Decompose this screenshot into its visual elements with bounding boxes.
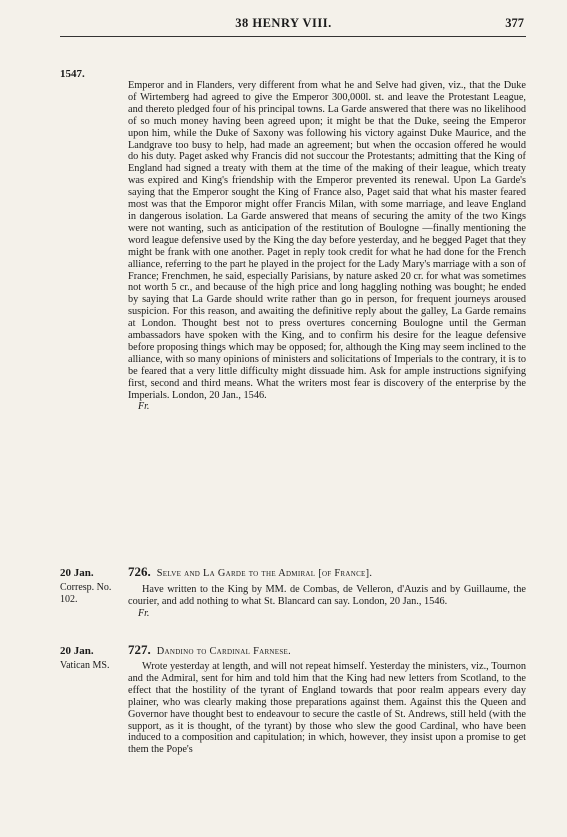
watermark — [0, 361, 10, 399]
year-margin: 1547. — [60, 68, 85, 80]
source-note: Fr. — [138, 607, 150, 619]
source-note: Fr. — [138, 401, 150, 413]
entry-ref: Vatican MS. — [60, 660, 110, 671]
entry-ref: Corresp. No. 102. — [60, 582, 112, 605]
page-number: 377 — [505, 16, 524, 30]
paragraph: Have written to the King by MM. de Combas, de Velleron, d'Auzis and by Guillaume, the courier, and add nothing to what St. Blancard can say. London, 20 Jan., 1546. — [128, 584, 526, 607]
entry-date: 20 Jan. — [60, 645, 94, 657]
running-header — [0, 16, 567, 42]
paragraph: Wrote yesterday at length, and will not repeat himself. Yesterday the ministers, viz., Tournon and the Admiral, sent for him and told him that the King had new letters from Scotland, to the effect that the hostility of the tyrant of England towards that poor realm appears every day plainer, who was clearly making those preparations against them. Against this the Queen and Governor have thought best to endeavour to secure the castle of St. Andrews, still held (with the support, as it is thought, of the tyrant) by those who slew the good Cardinal, who have been induced to a composition and capitulation; in which, however, they insist upon a promise to get them the Pope's — [128, 661, 526, 756]
page-title: 38 HENRY VIII. — [235, 16, 332, 30]
paragraph: Emperor and in Flanders, very different from what he and Selve had given, viz., that the Duke of Wirtemberg had agreed to give the Emperor 300,000l. st. and leave the Protestant League, and thereto pledged four of his principal towns. La Garde answered that there was no likelihood of so much money having been agreed upon; it might be that the Duke, seeing the Emperor upon him, while the Duke of Saxony was following his victory against Duke Maurice, and the Landgrave too busy to help, had made an agreement; but when the occasion offered he would do his duty. Paget asked why Francis did not succour the Protestants; admitting that the King of England had signed a treaty with them at the time of the making of their league, which treaty was expired and King's friendship with the Emperor prevented its renewal. Upon La Garde's saying that the Emperor sought the King of France also, Paget said that what his master feared most was that the Emporor might offer Francis Milan, with some marriage, and leave England in dangerous isolation. La Garde answered that means of securing the amity of the two Kings were not wanting, such as anticipation of the restitution of Boulogne —finally mentioning the word league defensive used by the King the day before yesterday, and he begged Paget that they might be frank with one another. Paget in reply took credit for what he had done for the French alliance, referring to the part he played in the project for the Lady Mary's marriage with a son of France; Frenchmen, he said, especially Parisians, by nature asked 20 cr. for what was sometimes not worth 5 cr., and because of the high price and long haggling nothing was bought; he ended by saying that La Garde should write rather than go in person, for frequent journeys aroused suspicion. For this reason, and awaiting the definitive reply about the galley, La Garde remains at London. Thought best not to press overtures concerning Boulogne until the German ambassadors have spoken with the King, and to confirm his desire for the league defensive before proposing things which may be opposed; for, although the King may seem inclined to the alliance, with so many opinions of ministers and solicitations of Imperials to the contrary, it is to be feared that a very little difficulty might dissuade him. Ask for ample instructions signifying first, second and third means. What the writers most fear is discovery of the enterprise by the Imperials. London, 20 Jan., 1546. — [128, 80, 526, 401]
continuation-text — [128, 80, 526, 413]
entry-number: 727. — [128, 642, 151, 657]
entry-date: 20 Jan. — [60, 567, 94, 579]
entry-heading — [128, 566, 526, 580]
entry-heading — [128, 644, 526, 658]
entry-number: 726. — [128, 564, 151, 579]
entry-title: Dandino to Cardinal Farnese. — [156, 646, 292, 657]
entry-text — [128, 661, 526, 756]
header-rule — [60, 36, 526, 37]
entry-title: Selve and La Garde to the Admiral [of France]. — [156, 568, 373, 579]
entry-text — [128, 584, 526, 620]
